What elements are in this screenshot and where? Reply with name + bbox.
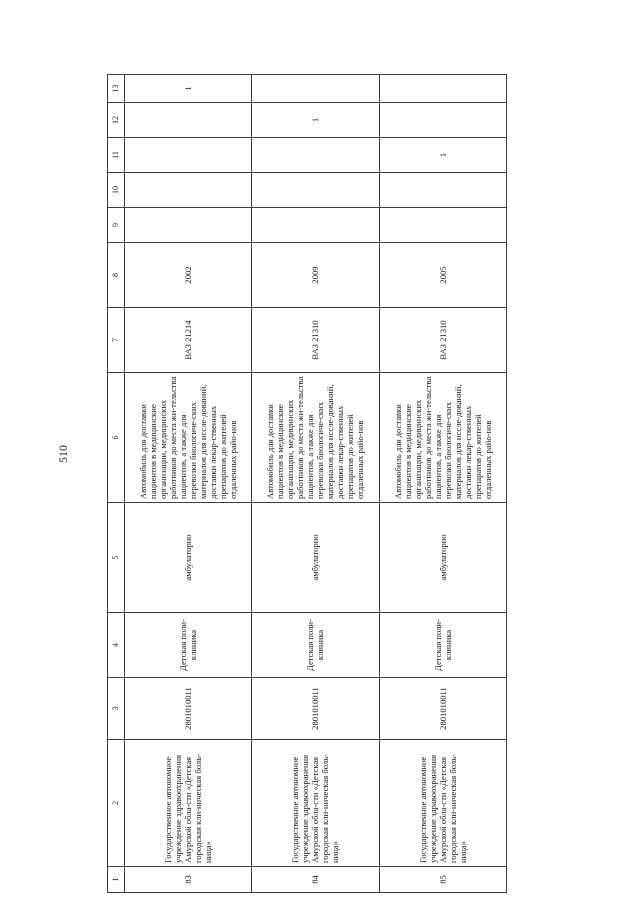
cell-col-9 — [252, 208, 379, 243]
cell-col-10 — [252, 173, 379, 208]
cell-col-13: 1 — [125, 75, 252, 103]
vehicle-purpose: Автомобиль для доставки пациентов в медицинские организации, медицинских работников до места жи-тельства пациентов, а также для перевозки биологиче-ских материалов для иссле-дований, доставки лекар-ственных препаратов до жителей отдаленных райо-нов — [379, 373, 506, 503]
header-cell-11: 11 — [108, 138, 125, 173]
header-row — [108, 75, 125, 893]
vehicle-register-table — [107, 74, 507, 893]
header-cell-9: 9 — [108, 208, 125, 243]
cell-col-12 — [125, 103, 252, 138]
header-cell-2: 2 — [108, 740, 125, 867]
row-number: 83 — [125, 867, 252, 893]
unit-name: Детская поли-клиника — [252, 613, 379, 678]
cell-col-11 — [252, 138, 379, 173]
cell-col-13 — [252, 75, 379, 103]
header-cell-12: 12 — [108, 103, 125, 138]
organization-code: 2801010011 — [125, 678, 252, 740]
vehicle-purpose: Автомобиль для доставки пациентов в медицинские организации, медицинских работников до места жи-тельства пациентов, а также для перевозки биологиче-ских материалов для иссле-дований, доставки лекар-ственных препаратов до жителей отдаленных райо-нов — [252, 373, 379, 503]
table-row — [125, 75, 252, 893]
header-cell-7: 7 — [108, 308, 125, 373]
cell-col-9 — [379, 208, 506, 243]
cell-col-10 — [125, 173, 252, 208]
vehicle-model: ВАЗ 21310 — [252, 308, 379, 373]
header-cell-6: 6 — [108, 373, 125, 503]
cell-col-9 — [125, 208, 252, 243]
organization-name: Государственное автономное учреждение здравоохранения Амурской обла-сти «Детская городская кли-ническая боль-ница» — [379, 740, 506, 867]
table-row — [379, 75, 506, 893]
page-number: 510 — [56, 445, 70, 463]
header-cell-8: 8 — [108, 243, 125, 308]
vehicle-purpose: Автомобиль для доставки пациентов в медицинские организации, медицинских работников до места жи-тельства пациентов, а также для перевозки биологиче-ских материалов для иссле-дований, доставки лекар-ственных препаратов до жителей отдаленных райо-нов — [125, 373, 252, 503]
organization-code: 2801010011 — [252, 678, 379, 740]
cell-col-10 — [379, 173, 506, 208]
organization-code: 2801010011 — [379, 678, 506, 740]
rotated-table-wrapper — [107, 75, 507, 893]
unit-name: Детская поли-клиника — [125, 613, 252, 678]
vehicle-year: 2005 — [379, 243, 506, 308]
header-cell-5: 5 — [108, 503, 125, 613]
vehicle-year: 2002 — [125, 243, 252, 308]
cell-col-12: 1 — [252, 103, 379, 138]
vehicle-year: 2009 — [252, 243, 379, 308]
header-cell-3: 3 — [108, 678, 125, 740]
cell-col-13 — [379, 75, 506, 103]
row-number: 84 — [252, 867, 379, 893]
unit-name: Детская поли-клиника — [379, 613, 506, 678]
row-number: 85 — [379, 867, 506, 893]
cell-col-12 — [379, 103, 506, 138]
organization-name: Государственное автономное учреждение здравоохранения Амурской обла-сти «Детская городская кли-ническая боль-ница» — [252, 740, 379, 867]
header-cell-4: 4 — [108, 613, 125, 678]
care-mode: амбулаторно — [379, 503, 506, 613]
care-mode: амбулаторно — [252, 503, 379, 613]
table-row — [252, 75, 379, 893]
vehicle-model: ВАЗ 21310 — [379, 308, 506, 373]
header-cell-1: 1 — [108, 867, 125, 893]
organization-name: Государственное автономное учреждение здравоохранения Амурской обла-сти «Детская городская кли-ническая боль-ница» — [125, 740, 252, 867]
cell-col-11 — [125, 138, 252, 173]
care-mode: амбулаторно — [125, 503, 252, 613]
vehicle-model: ВАЗ 21214 — [125, 308, 252, 373]
header-cell-13: 13 — [108, 75, 125, 103]
header-cell-10: 10 — [108, 173, 125, 208]
cell-col-11: 1 — [379, 138, 506, 173]
